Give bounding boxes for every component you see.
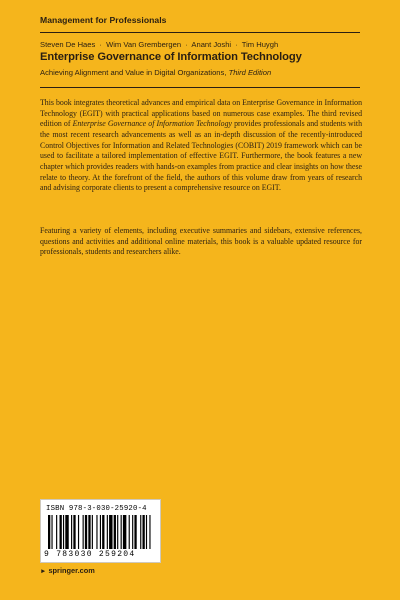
barcode-bar [73, 515, 75, 549]
publisher-link[interactable] [40, 566, 95, 575]
barcode-bar [71, 515, 72, 549]
author-name: Steven De Haes [40, 40, 96, 49]
barcode-bar [109, 515, 112, 549]
book-title: Enterprise Governance of Information Technology [40, 51, 302, 63]
edition-label: Third Edition [228, 68, 272, 77]
author-list [40, 40, 278, 49]
barcode-bar [65, 515, 68, 549]
book-subtitle [40, 68, 271, 77]
paragraph-1-part-1: This book integrates theoretical advances and empirical data on Enterprise Governance in Information Technology (EGIT) with practical applications based on numerous case examples. The third revised edition of [40, 98, 362, 129]
paragraph-1-part-2: provides professionals and students with the most recent research advancements as well as an in-depth discussion of the recently-introduced Control Objectives for Information and Related Technologies (COBIT) 2019 framework which can be used to facilitate a tailored implementation of effective EGIT. Furthermore, the book features a new chapter which provides readers with hands-on examples from practice and clear insights on how these relate to theory. At the forefront of the field, the authors of this volume draw from years of research and advising corporate clients to present a comprehensive resource on EGIT. [40, 119, 362, 193]
barcode-bar [85, 515, 87, 549]
barcode-bar [48, 515, 50, 549]
barcode-panel [40, 499, 161, 563]
barcode-bar [134, 515, 136, 549]
author-name: Anant Joshi [191, 40, 232, 49]
series-name: Management for Professionals [40, 15, 167, 25]
barcode-bar [132, 515, 133, 549]
barcode-bar [92, 515, 93, 549]
barcode-bar [129, 515, 130, 549]
barcode-bar [123, 515, 126, 549]
paragraph-1-italic-title: Enterprise Governance of Information Technology [72, 119, 232, 129]
barcode-bar [117, 515, 118, 549]
author-separator: · [235, 40, 238, 49]
subtitle-text: Achieving Alignment and Value in Digital Organizations, [40, 68, 227, 77]
isbn-label: ISBN 978-3-030-25920-4 [46, 505, 147, 513]
author-separator: · [99, 40, 102, 49]
barcode-bar [146, 515, 147, 549]
barcode-bar [121, 515, 122, 549]
barcode-bar [96, 515, 97, 549]
barcode-bar [88, 515, 90, 549]
barcode-bar [83, 515, 84, 549]
barcode-bar [102, 515, 104, 549]
barcode-image [48, 515, 154, 549]
author-name: Tim Huygh [241, 40, 279, 49]
description-paragraph-2: Featuring a variety of elements, including executive summaries and sidebars, extensive references, questions and activities and additional online materials, this book is a valuable updated resource for professionals, students and researchers alike. [40, 226, 362, 257]
author-name: Wim Van Grembergen [106, 40, 182, 49]
barcode-bar [114, 515, 116, 549]
barcode-bar [142, 515, 144, 549]
barcode-bar [63, 515, 64, 549]
barcode-bar [60, 515, 62, 549]
publisher-url: springer.com [48, 566, 95, 575]
top-divider [40, 32, 360, 33]
author-separator: · [185, 40, 188, 49]
barcode-bar [51, 515, 52, 549]
header-divider [40, 87, 360, 88]
barcode-bar [149, 515, 150, 549]
barcode-bar [107, 515, 108, 549]
barcode-bar [100, 515, 101, 549]
barcode-bar [56, 515, 57, 549]
description-paragraph-1 [40, 98, 362, 194]
arrow-right-icon: ► [40, 568, 47, 575]
barcode-bar [78, 515, 79, 549]
barcode-number: 9 783030 259204 [44, 550, 136, 559]
barcode-bar [140, 515, 141, 549]
